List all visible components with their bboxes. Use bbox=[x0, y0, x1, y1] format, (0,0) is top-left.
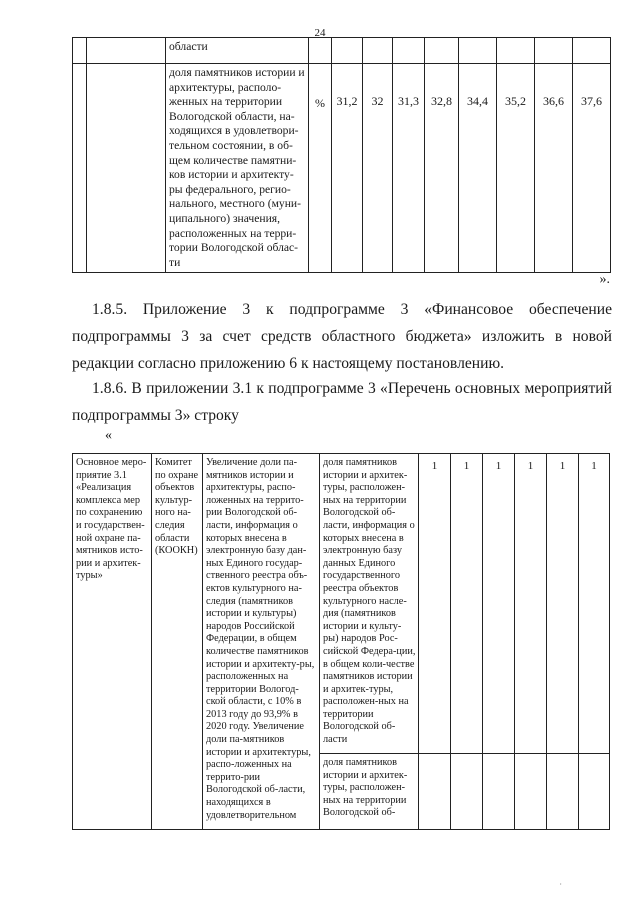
table-cell bbox=[73, 38, 87, 64]
value-cell: 36,6 bbox=[535, 64, 573, 273]
value-cell: 34,4 bbox=[459, 64, 497, 273]
indicator-cell: доля памятников истории и архитек-туры, расположен-ных на территории Вологодской об- bbox=[320, 754, 419, 830]
table-cell: области bbox=[166, 38, 309, 64]
table-cell bbox=[363, 38, 393, 64]
indicator-table-top bbox=[72, 37, 611, 273]
table-cell bbox=[332, 38, 363, 64]
value-cell: 32 bbox=[363, 64, 393, 273]
paragraph-1-8-5: 1.8.5. Приложение 3 к подпрограмме 3 «Финансовое обеспечение подпрограммы 3 за счет средств областного бюджета» изложить в новой редакции согласно приложению 6 к настоящему постановлению. bbox=[72, 301, 612, 372]
flag-cell: 1 bbox=[483, 454, 515, 754]
measures-table bbox=[72, 453, 610, 830]
flag-cell: 1 bbox=[579, 454, 610, 754]
table-cell bbox=[87, 38, 166, 64]
flag-cell: 1 bbox=[451, 454, 483, 754]
table-cell bbox=[483, 754, 515, 830]
table-cell bbox=[425, 38, 459, 64]
indicator-cell: доля памятников истории и архитек-туры, расположен-ных на территории Вологодской об-ласти, информация о которых внесена в электронную базу данных Единого государственного реестра объектов культурного насле-дия (памятников истории и культу-ры) народов Рос-сийской Федера-ции, в общем коли-честве памятников истории и архитек-туры, расположен-ных на территории Вологодской об-ласти bbox=[320, 454, 419, 754]
measure-name-cell: Основное меро-приятие 3.1 «Реализация комплекса мер по сохранению и государствен-ной охране па-мятников исто-рии и архитек-туры» bbox=[73, 454, 152, 830]
unit-cell: % bbox=[309, 64, 332, 273]
table-cell bbox=[515, 754, 547, 830]
indicator-description: доля памятников истории и архитектуры, располо-женных на территории Вологодской области, на-ходящихся в удовлетвори-тельном состоянии, в об-щем количестве памятни-ков истории и архитекту-ры федерального, регио-нального, местного (муни-ципального) значения, расположенных на терри-тории Вологодской облас-ти bbox=[166, 64, 309, 273]
value-cell: 35,2 bbox=[497, 64, 535, 273]
flag-cell: 1 bbox=[419, 454, 451, 754]
table-cell bbox=[393, 38, 425, 64]
footer-mark: · bbox=[559, 880, 562, 889]
flag-cell: 1 bbox=[547, 454, 579, 754]
value-cell: 37,6 bbox=[573, 64, 611, 273]
table-row bbox=[73, 454, 610, 754]
table-row bbox=[73, 64, 611, 273]
page-number: 24 bbox=[314, 27, 326, 39]
table-cell bbox=[459, 38, 497, 64]
value-cell: 31,3 bbox=[393, 64, 425, 273]
responsible-cell: Комитет по охране объектов культур-ного на-следия области (КООКН) bbox=[152, 454, 203, 830]
table-cell bbox=[419, 754, 451, 830]
value-cell: 31,2 bbox=[332, 64, 363, 273]
opening-quote: « bbox=[105, 428, 112, 443]
table-cell bbox=[573, 38, 611, 64]
closing-quote: ». bbox=[599, 272, 610, 287]
table-cell bbox=[497, 38, 535, 64]
table-row bbox=[73, 38, 611, 64]
table-cell bbox=[547, 754, 579, 830]
expected-result-cell: Увеличение доли па-мятников истории и архитектуры, распо-ложенных на террито-рии Вологодской об-ласти, информация о которых внесена в электронную базу дан-ных Единого государ-ственного реестра объ-ектов культурного на-следия (памятников истории и культуры) народов Российской Федерации, в общем количестве памятников истории и архитекту-ры, расположенных на территории Вологод-ской области, с 10% в 2013 году до 93,9% в 2020 году. Увеличение доли па-мятников истории и архитектуры, распо-ложенных на террито-рии Вологодской об-ласти, находящихся в удовлетворительном bbox=[203, 454, 320, 830]
table-cell bbox=[535, 38, 573, 64]
table-cell bbox=[451, 754, 483, 830]
table-cell bbox=[309, 38, 332, 64]
flag-cell: 1 bbox=[515, 454, 547, 754]
paragraph-1-8-6: 1.8.6. В приложении 3.1 к подпрограмме 3 «Перечень основных мероприятий подпрограммы 3» строку bbox=[72, 380, 612, 424]
table-cell bbox=[87, 64, 166, 273]
value-cell: 32,8 bbox=[425, 64, 459, 273]
table-cell bbox=[73, 64, 87, 273]
table-cell bbox=[579, 754, 610, 830]
